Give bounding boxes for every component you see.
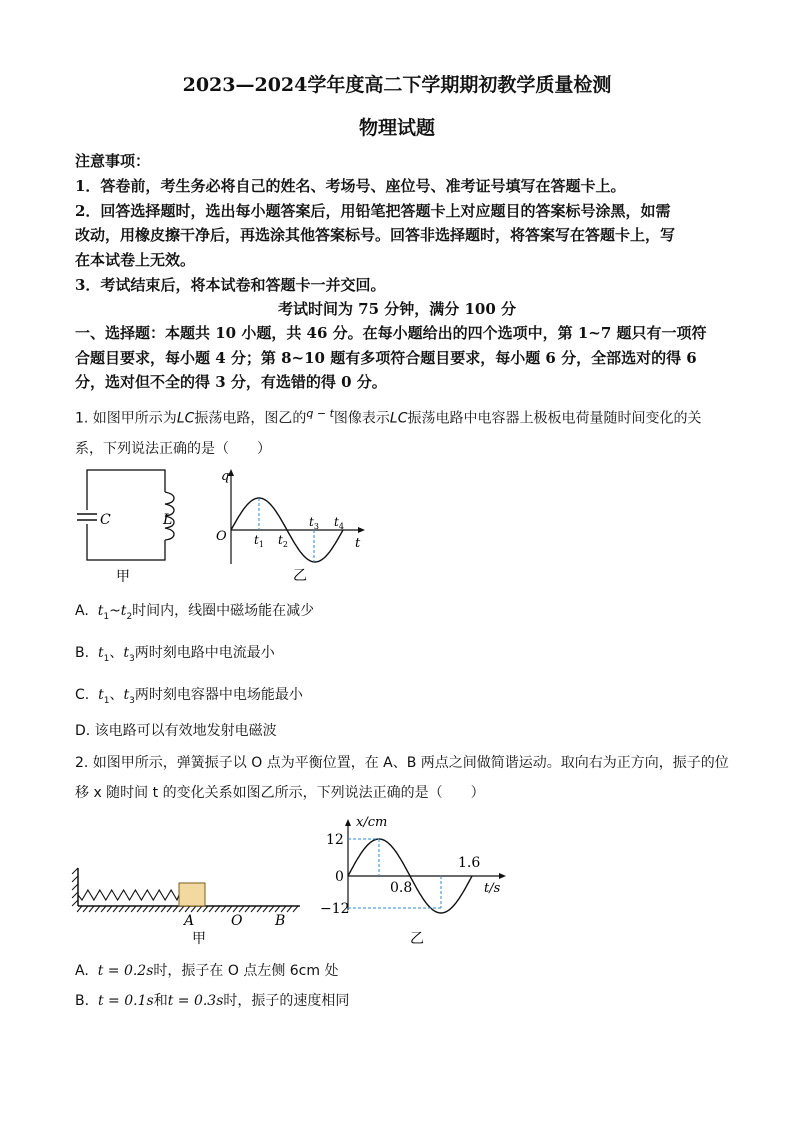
t-axis-title: t/s <box>484 881 501 896</box>
capacitor-label: C <box>100 512 111 528</box>
q2-stem-line-1: 2. 如图甲所示，弹簧振子以 O 点为平衡位置，在 A、B 两点之间做简谐运动。取向右为正方向，振子的位 <box>75 755 729 771</box>
option-symbol: t <box>120 603 127 619</box>
option-text: 时，振子的速度相同 <box>223 993 350 1009</box>
section1-line-2: 合题目要求，每小题 4 分；第 8~10 题有多项符合题目要求，每小题 6 分，全部选对的得 6 <box>75 349 697 367</box>
q1-stem-part: 1. 如图甲所示为 <box>75 410 177 427</box>
t2-label: $t_2$ <box>278 533 288 549</box>
option-symbol: t <box>97 603 104 619</box>
option-equation: t = 0.3s <box>167 993 224 1009</box>
notice-line-1: 1．答卷前，考生务必将自己的姓名、考场号、座位号、准考证号填写在答题卡上。 <box>75 177 626 195</box>
option-sep: 、 <box>109 687 124 703</box>
q2-xt-graph <box>318 810 518 950</box>
option-text: 和 <box>153 993 168 1009</box>
y-tick-neg12: −12 <box>320 901 350 917</box>
q1-lc: LC <box>389 410 408 427</box>
t-axis-label: t <box>355 536 361 551</box>
oscillator-block <box>179 883 205 906</box>
option-subscript: 1 <box>103 653 110 664</box>
option-letter: A. <box>75 963 89 979</box>
t3-label: $t_3$ <box>309 515 319 531</box>
q1-lc: LC <box>176 410 195 427</box>
exam-title: 2023—2024学年度高二下学期期初教学质量检测 <box>182 74 612 96</box>
x-tick-1-6: 1.6 <box>458 855 481 871</box>
option-text: 时间内，线圈中磁场能在减少 <box>132 603 315 619</box>
option-symbol: t <box>123 687 130 703</box>
option-letter: C. <box>75 687 90 703</box>
option-symbol: t <box>98 687 104 703</box>
q2-stem-line-2: 移 x 随时间 t 的变化关系如图乙所示，下列说法正确的是（ ） <box>75 785 485 801</box>
t4-label: $t_4$ <box>334 515 344 531</box>
option-text: 两时刻电路中电流最小 <box>134 645 275 661</box>
y-axis-arrow <box>345 819 351 826</box>
figure-caption-yi: 乙 <box>293 568 307 584</box>
option-sep: ~ <box>109 603 121 619</box>
option-letter: B. <box>75 645 90 661</box>
q1-qt: q − t <box>306 407 334 420</box>
origin-label: 0 <box>335 869 344 885</box>
q1-stem-part: 振荡电路，图乙的 <box>194 410 307 427</box>
x-tick-0-8: 0.8 <box>390 880 413 896</box>
exam-subtitle: 物理试题 <box>358 117 435 139</box>
x-axis-title: x/cm <box>356 815 388 830</box>
option-subscript: 1 <box>103 611 110 622</box>
q1-stem-line-2: 系，下列说法正确的是（ ） <box>75 441 271 457</box>
option-symbol: t <box>123 645 129 661</box>
q1-stem-part: 图像表示 <box>333 410 390 427</box>
q1-option-d[interactable]: D. 该电路可以有效地发射电磁波 <box>75 723 277 739</box>
point-b-label: B <box>275 913 286 929</box>
q1-stem-line-1 <box>75 407 701 428</box>
section1-line-1: 一、选择题：本题共 10 小题，共 46 分。在每小题给出的四个选项中，第 1~7 题只有一项符 <box>75 324 707 342</box>
option-subscript: 1 <box>103 695 110 706</box>
x-axis-arrow <box>499 873 506 879</box>
option-text: 时，振子在 O 点左侧 6cm 处 <box>153 963 339 979</box>
x-axis-arrow <box>358 527 365 533</box>
figure-caption-jia: 甲 <box>192 931 206 947</box>
option-subscript: 3 <box>129 695 135 706</box>
figure-caption-jia: 甲 <box>116 569 130 585</box>
exam-time: 考试时间为 75 分钟，满分 100 分 <box>277 300 517 318</box>
point-o-label: O <box>231 913 243 929</box>
option-equation: t = 0.2s <box>97 963 154 979</box>
origin-label: O <box>216 529 227 544</box>
notice-line-3: 改动，用橡皮擦干净后，再选涂其他答案标号。回答非选择题时，将答案写在答题卡上，写 <box>75 226 676 244</box>
option-equation: t = 0.1s <box>97 993 154 1009</box>
q1-qt-graph <box>210 462 370 587</box>
inductor-label: L <box>163 512 173 528</box>
q2-option-a[interactable] <box>75 960 338 980</box>
q1-circuit-figure <box>60 462 190 587</box>
option-subscript: 2 <box>126 611 133 622</box>
notice-heading: 注意事项： <box>75 152 151 170</box>
section1-line-3: 分，选对但不全的得 3 分，有选错的得 0 分。 <box>75 373 387 391</box>
option-text: 两时刻电容器中电场能最小 <box>134 687 303 703</box>
option-subscript: 3 <box>128 653 135 664</box>
option-letter: A. <box>75 603 89 619</box>
notice-line-4: 在本试卷上无效。 <box>75 251 196 269</box>
q-axis-label: q <box>221 469 230 484</box>
option-letter: B. <box>75 993 90 1009</box>
notice-line-5: 3．考试结束后，将本试卷和答题卡一并交回。 <box>75 276 386 294</box>
option-sep: 、 <box>109 645 124 661</box>
circuit-wire <box>87 470 165 560</box>
option-symbol: t <box>97 645 104 661</box>
notice-line-2: 2．回答选择题时，选出每小题答案后，用铅笔把答题卡上对应题目的答案标号涂黑，如需 <box>75 202 671 220</box>
q1-option-a[interactable] <box>75 600 314 622</box>
spring <box>78 890 179 900</box>
t1-label: $t_1$ <box>254 533 264 549</box>
q1-stem-part: 振荡电路中电容器上极板电荷量随时间变化的关 <box>407 410 702 427</box>
y-tick-12: 12 <box>326 832 344 848</box>
q2-spring-figure <box>68 860 308 950</box>
figure-caption-yi: 乙 <box>410 931 424 947</box>
q1-option-b[interactable] <box>75 642 275 664</box>
point-a-label: A <box>184 913 195 929</box>
q2-option-b[interactable] <box>75 990 349 1010</box>
q1-option-c[interactable] <box>75 684 303 706</box>
